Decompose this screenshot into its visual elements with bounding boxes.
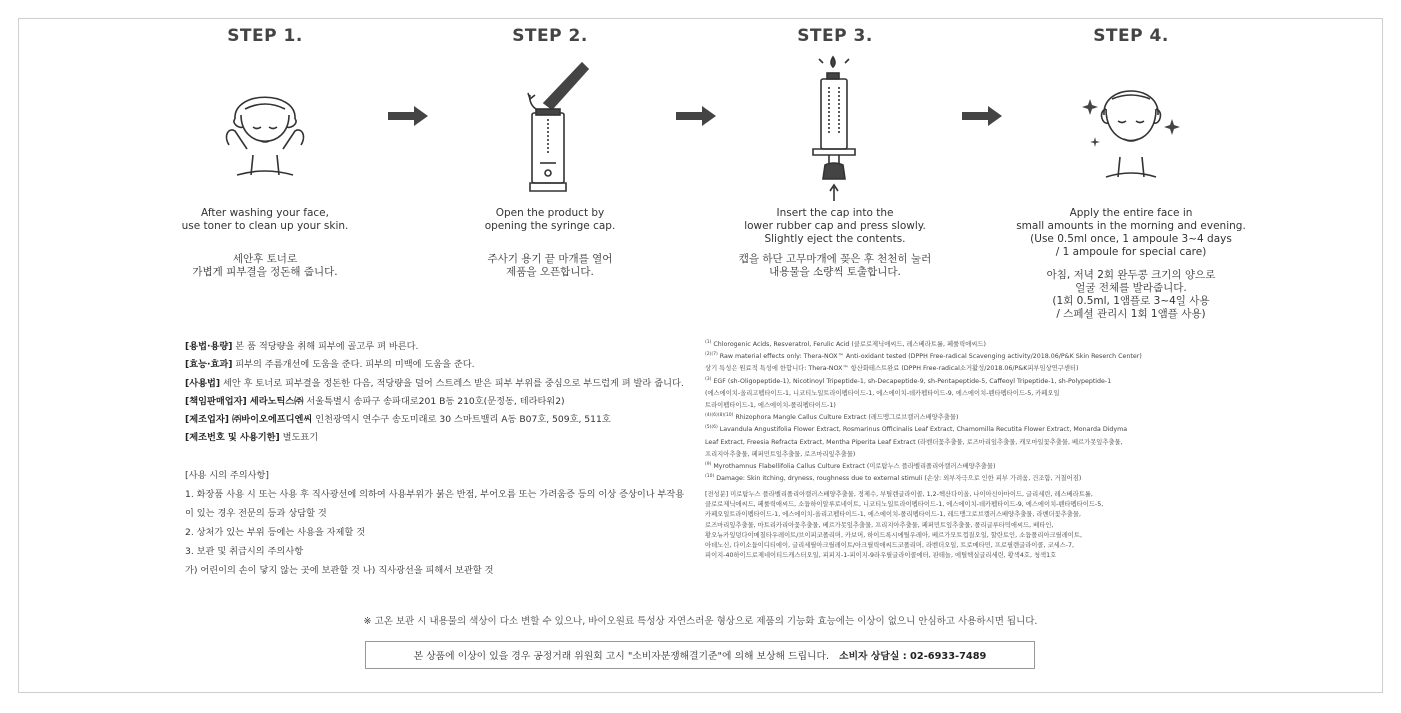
step-2-title: STEP 2.: [512, 26, 588, 46]
product-info: [185, 338, 695, 580]
arrow-right-icon: [388, 104, 430, 132]
storage-notice: ※ 고온 보관 시 내용물의 색상이 다소 변할 수 있으나, 바이오원료 특성상 자연스러운 형상으로 제품의 기능화 효능에는 이상이 없으니 안심하고 사용하시면 됩니다.: [363, 616, 1038, 627]
ingredient-line: [전성분] 미로탐누스 플라벨리폴리아캘러스배양추출물, 정제수, 부틸렌글라이콜, 1,2-헥산다이올, 나이아신아마이드, 글리세린, 레스베라트롤,: [705, 491, 1093, 499]
footnote: 상기 특성은 원료적 특성에 한합니다: Thera-NOX™ 항산화테스트완료 (DPPH Free-radical소거활성/2018.06/P&K피부임상연구센터): [705, 365, 1079, 373]
caution-line: 2. 상처가 있는 부위 등에는 사용을 자제할 것: [185, 526, 366, 538]
full-ingredients: [705, 490, 1330, 561]
step-4-desc-en: Apply the entire face in small amounts in the morning and evening. (Use 0.5ml once, 1 ampoule 3~4 days / 1 ampoule for special care): [1016, 207, 1246, 258]
info-lot-expiry: [제조번호 및 사용기한] 별도표기: [185, 432, 319, 444]
step-1: [150, 26, 380, 279]
ingredient-line: 피이지-40하이드로제네이티드캐스터오일, 피피지-1-피이지-9라우릴글라이콜에터, 판테놀, 에틸헥실글리세린, 황색4호, 청색1호: [705, 551, 1057, 559]
footnote: 트라이펩타이드-1, 에스에이치-폴리펩타이드-1): [705, 402, 836, 410]
consumer-support-box: [365, 641, 1035, 669]
footnote: $^{(1)}$ Chlorogenic Acids, Resveratrol, Ferulic Acid (클로로제닉애씨드, 레스베라트롤, 페룰릭애씨드): [705, 340, 986, 349]
face-washing-icon: [150, 52, 380, 207]
step-3-desc-en: Insert the cap into the lower rubber cap and press slowly. Slightly eject the contents.: [744, 207, 926, 245]
footnote: $^{(4)(6)(8)(10)}$ Rhizophora Mangle Callus Culture Extract (레드맹그로브캘러스배양추출물): [705, 413, 959, 422]
footnote: $^{(3)}$ EGF (sh-Oligopeptide-1), Nicotinoyl Tripeptide-1, sh-Decapeptide-9, sh-Pentapeptide-5, Caffeoyl Tripeptide-1, sh-Polypeptide-1: [705, 376, 1112, 385]
caution-line: 1. 화장품 사용 시 또는 사용 후 직사광선에 의하여 사용부위가 붉은 반점, 부어오름 또는 가려움증 등의 이상 증상이나 부작용: [185, 488, 685, 500]
info-usage: [용법·용량] 본 품 적당량을 취해 피부에 골고루 펴 바른다.: [185, 341, 419, 352]
arrow-right-icon: [676, 104, 718, 132]
info-manufacturer: [제조업자] ㈜바이오에프디엔씨 인천광역시 연수구 송도미래로 30 스마트밸리 A동 B07호, 509호, 511호: [185, 414, 611, 426]
step-3-title: STEP 3.: [797, 26, 873, 46]
syringe-eject-icon: [720, 52, 950, 207]
step-3: [720, 26, 950, 279]
step-3-desc-ko: 캡을 하단 고무마개에 꽂은 후 천천히 눌러 내용물을 소량씩 토출합니다.: [738, 253, 932, 278]
footnote: Leaf Extract, Freesia Refracta Extract, Mentha Piperita Leaf Extract (라벤더꽃추출물, 로즈마리잎추출물, 캐모마일꽃추출물, 베르가못잎추출물,: [705, 438, 1123, 446]
info-efficacy: [효능·효과] 피부의 주름개선에 도움을 준다. 피부의 미백에 도움을 준다.: [185, 359, 475, 371]
consumer-support-text: 본 상품에 이상이 있을 경우 공정거래 위원회 고시 "소비자분쟁해결기준"에 의해 보상해 드립니다.: [413, 651, 830, 662]
step-4-title: STEP 4.: [1093, 26, 1169, 46]
caution-line: 가) 어린이의 손이 닿지 않는 곳에 보관할 것 나) 직사광선을 피해서 보관할 것: [185, 564, 494, 576]
footnote: $^{(5)(6)}$ Lavandula Angustifolia Flower Extract, Rosmarinus Officinalis Leaf Extract, Chamomilla Recutita Flower Extract, Monarda Didyma: [705, 425, 1128, 434]
caution-line: 3. 보관 및 취급시의 주의사항: [185, 545, 304, 557]
footnote: (에스에이치-올리고펩타이드-1, 니코티노일트라이펩타이드-1, 에스에이치-데카펩타이드-9, 에스에이치-펜타펩타이드-5, 카페오일: [705, 389, 1060, 397]
footnote: $^{(10)}$ Damage: Skin itching, dryness, roughness due to external stimuli (손상: 외부자극으로 인한 피부 가려움, 건조함, 거칠어짐): [705, 474, 1082, 483]
step-2: [435, 26, 665, 279]
ingredient-line: 카페오일트라이펩타이드-1, 에스에이치-올리고펩타이드-1, 에스에이치-폴리펩타이드-1, 레드맹그로브캘러스배양추출물, 라벤더꽃추출물,: [705, 511, 1081, 519]
ingredient-line: 아데노신, 다이소듐이디티에이, 글리세릴아크릴레이트/아크릴릭애씨드코폴리머, 라벤더오일, 트로메타민, 프로필렌글라이콜, 코세스-7,: [705, 541, 1074, 549]
ingredient-line: 로즈마리잎추출물, 마트리카리아꽃추출물, 베르가못잎추출물, 프리지아추출물, 페퍼민트잎추출물, 폴리글루타믹애씨드, 베타인,: [705, 521, 1054, 529]
step-1-desc-en: After washing your face, use toner to clean up your skin.: [181, 207, 349, 232]
ingredient-notes: [705, 338, 1330, 561]
ingredient-line: 황오뉴카잎덩다이메칠타우레이트/브이피코폴리머, 카보머, 하이드록시에틸우레아, 베르가모트껍질오일, 할란토인, 소듐폴리아크릴레이트,: [705, 531, 1082, 539]
step-2-desc-ko: 주사기 용기 끝 마개를 열어 제품을 오픈합니다.: [487, 253, 613, 278]
step-1-title: STEP 1.: [227, 26, 303, 46]
caution-line: 이 있는 경우 전문의 등과 상담할 것: [185, 507, 327, 519]
footnote: 프리지아추출물, 페퍼민트잎추출물, 로즈마리잎추출물): [705, 450, 856, 458]
step-4: [1016, 26, 1246, 321]
footnote: $^{(2)(7)}$ Raw material effects only: Thera-NOX™ Anti-oxidant tested (DPPH Free-radical Scavenging activity/2018.06/P&K Skin Reserch Center): [705, 352, 1142, 361]
caution-section: [185, 466, 695, 580]
step-4-desc-ko: 아침, 저녁 2회 완두콩 크기의 양으로 얼굴 전체를 발라줍니다. (1회 0.5ml, 1앰플로 3~4일 사용 / 스페셜 관리시 1회 1앰플 사용): [1046, 269, 1216, 320]
ingredient-line: 클로로제닉애씨드, 페룰릭애씨드, 소듐하이알루로네이트, 니코티노일트라이펩타이드-1, 에스에이치-데카펩타이드-9, 에스에이치-펜타펩타이드-5,: [705, 501, 1104, 509]
arrow-right-icon: [962, 104, 1004, 132]
glowing-face-icon: [1016, 52, 1246, 207]
info-distributor: [책임판매업자] 세라노틱스㈜ 서울특별시 송파구 송파대로201 B동 210호(문정동, 테라타워2): [185, 395, 565, 407]
step-2-desc-en: Open the product by opening the syringe cap.: [484, 207, 616, 232]
step-1-desc-ko: 세안후 토너로 가볍게 피부결을 정돈해 줍니다.: [192, 253, 338, 278]
caution-title: [사용 시의 주의사항]: [185, 469, 270, 481]
consumer-hotline: 소비자 상담실 : 02-6933-7489: [839, 651, 987, 662]
footnote: $^{(9)}$ Myrothamnus Flabellifolia Callus Culture Extract (미로탐누스 플라벨리폴리아캘러스배양추출물): [705, 461, 996, 470]
syringe-cap-open-icon: [435, 52, 665, 207]
info-how-to-use: [사용법] 세안 후 토너로 피부결을 정돈한 다음, 적당량을 덜어 스트레스 받은 피부 부위를 중심으로 부드럽게 펴 발라 줍니다.: [185, 377, 684, 389]
